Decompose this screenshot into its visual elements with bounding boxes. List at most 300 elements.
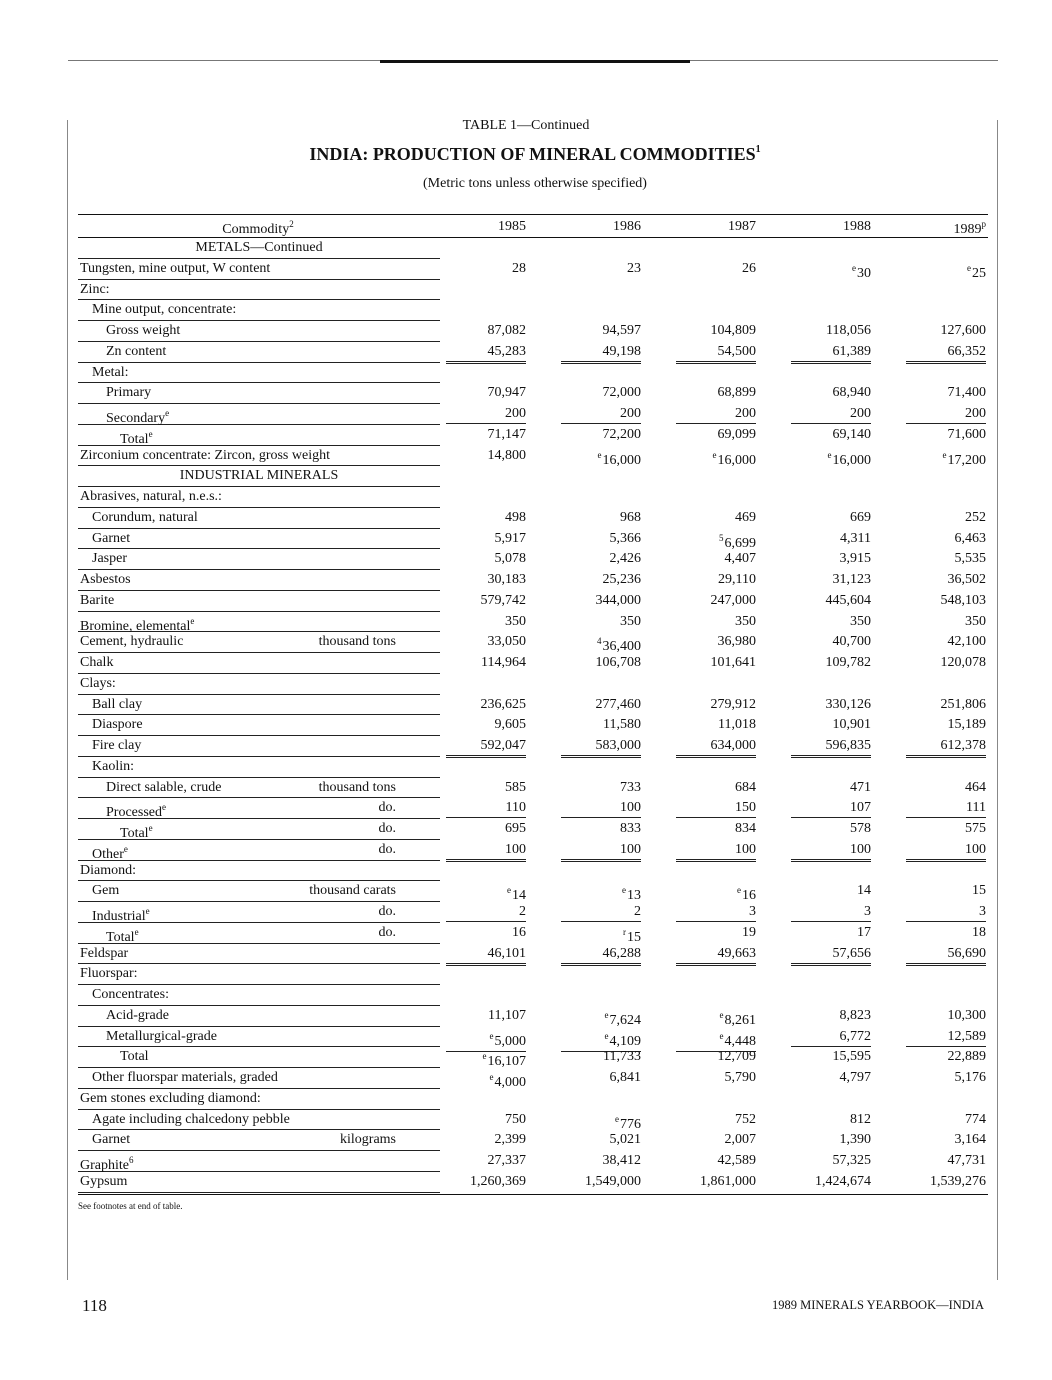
row-label-note: e <box>123 843 128 854</box>
value-text: 100 <box>965 841 986 857</box>
value-note: e <box>489 1030 494 1041</box>
row-value <box>906 944 986 966</box>
row-value <box>446 342 526 364</box>
row-value <box>561 549 641 568</box>
row-value <box>791 1130 871 1149</box>
table-row <box>78 881 988 902</box>
row-label <box>78 466 440 487</box>
table-row <box>78 985 988 1006</box>
value-text: 107 <box>850 800 871 816</box>
row-value <box>906 1027 986 1047</box>
value-text: 114,964 <box>481 655 526 670</box>
row-value <box>676 944 756 966</box>
row-label <box>78 778 440 799</box>
row-value <box>676 1068 756 1087</box>
row-label-text: Other fluorspar materials, graded <box>92 1070 278 1085</box>
row-label <box>78 300 440 321</box>
row-value <box>446 1151 526 1170</box>
row-value <box>906 425 986 444</box>
value-text: 27,337 <box>487 1153 526 1168</box>
row-label <box>78 342 440 363</box>
value-text: 19 <box>742 924 756 940</box>
value-text: 33,050 <box>487 634 526 650</box>
row-label-text: Metallurgical-grade <box>106 1028 217 1044</box>
value-text: 4,311 <box>840 530 871 546</box>
table-bottom-rule <box>78 1194 988 1195</box>
value-text: 968 <box>620 509 641 525</box>
value-text: 16,000 <box>602 452 641 468</box>
row-value <box>676 342 756 364</box>
value-text: 100 <box>620 841 641 857</box>
value-text: 23 <box>627 260 641 276</box>
row-value <box>446 632 526 651</box>
table-row <box>78 757 988 778</box>
row-value <box>561 778 641 797</box>
row-label-text: Garnet <box>92 1132 131 1148</box>
value-text: 100 <box>850 841 871 857</box>
row-label <box>78 985 440 1006</box>
row-label <box>78 549 440 570</box>
row-value <box>446 383 526 402</box>
table-row <box>78 508 988 529</box>
value-text: 71,600 <box>947 426 986 442</box>
table-row <box>78 964 988 985</box>
row-label-text: Clays: <box>80 675 116 691</box>
table-row <box>78 819 988 840</box>
value-text: 4,797 <box>839 1070 871 1085</box>
row-label-note: 6 <box>128 1155 134 1165</box>
value-text: 69,099 <box>717 426 756 442</box>
table-row <box>78 238 988 259</box>
value-text: 42,589 <box>717 1153 756 1168</box>
value-text: 25,236 <box>602 572 641 587</box>
row-label-note: e <box>148 823 153 833</box>
table-row <box>78 923 988 944</box>
value-text: 17 <box>857 924 871 940</box>
row-label-text: Gross weight <box>106 323 181 338</box>
value-text: 61,389 <box>832 343 871 359</box>
value-text: 578 <box>850 821 871 836</box>
left-margin-rule <box>67 120 68 1280</box>
value-text: 46,288 <box>602 945 641 961</box>
row-label-text: Zn content <box>106 343 167 359</box>
row-value <box>561 383 641 402</box>
row-value <box>906 1047 986 1066</box>
table-row <box>78 632 988 653</box>
value-text: 236,625 <box>480 696 526 712</box>
value-text: 2 <box>519 904 526 919</box>
row-value <box>906 1068 986 1087</box>
row-value <box>791 736 871 758</box>
row-value <box>676 923 756 942</box>
row-label-text: Other$^e$ <box>92 843 128 862</box>
row-label <box>78 529 440 550</box>
row-label <box>78 570 440 591</box>
row-value <box>446 1006 526 1025</box>
value-text: 26 <box>742 260 756 276</box>
value-note: e <box>482 1051 487 1062</box>
row-value <box>446 798 526 818</box>
value-note: e <box>615 1113 619 1124</box>
row-label-text: Abrasives, natural, n.e.s.: <box>80 489 222 504</box>
value-text: 5,535 <box>954 551 986 567</box>
row-value <box>676 819 756 838</box>
table-row <box>78 425 988 446</box>
top-accent-bar <box>380 60 690 63</box>
value-text: 350 <box>735 613 756 629</box>
value-text: 2 <box>634 904 641 919</box>
row-label-text: Tungsten, mine output, W content <box>80 260 271 276</box>
value-text: 579,742 <box>480 592 526 608</box>
row-value <box>446 612 526 631</box>
value-text: 9,605 <box>494 717 526 733</box>
row-label-note: e <box>190 615 195 626</box>
value-text: 585 <box>505 779 526 795</box>
value-text: 49,663 <box>717 945 756 961</box>
row-value <box>791 1006 871 1025</box>
row-value <box>791 923 871 942</box>
value-text: 252 <box>965 509 986 525</box>
row-label <box>78 757 440 778</box>
row-label <box>78 695 440 716</box>
row-label-text: Garnet <box>92 530 131 546</box>
value-text: 36,502 <box>947 572 986 587</box>
value-text: 5,790 <box>724 1070 756 1085</box>
value-text: 3,915 <box>839 551 871 567</box>
row-value <box>561 1047 641 1066</box>
row-label <box>78 363 440 384</box>
value-text: 18 <box>972 924 986 940</box>
row-label <box>78 819 440 840</box>
table-row <box>78 944 988 965</box>
row-label-text: Mine output, concentrate: <box>92 302 237 318</box>
row-value <box>561 612 641 631</box>
row-label <box>78 508 440 529</box>
row-label-text: Chalk <box>80 655 114 670</box>
row-value <box>676 425 756 444</box>
row-value <box>906 881 986 900</box>
row-value <box>906 1151 986 1170</box>
row-unit: do. <box>378 821 396 836</box>
value-text: 66,352 <box>947 343 986 359</box>
row-value <box>446 549 526 568</box>
row-label <box>78 944 440 965</box>
value-note: e <box>597 449 602 460</box>
value-text: 72,000 <box>602 385 641 401</box>
row-value <box>561 508 641 527</box>
row-value <box>446 1110 526 1129</box>
row-value <box>561 1130 641 1149</box>
row-value <box>791 612 871 631</box>
table-row <box>78 591 988 612</box>
value-note: e <box>489 1072 494 1082</box>
row-value <box>906 840 986 862</box>
row-value <box>906 383 986 402</box>
row-value <box>791 383 871 402</box>
row-value <box>906 1130 986 1149</box>
row-label <box>78 840 440 861</box>
value-note: e <box>507 885 511 896</box>
value-text: 6,463 <box>954 530 986 546</box>
value-text: 72,200 <box>602 426 641 442</box>
header-year <box>613 219 641 235</box>
value-text: 350 <box>620 613 641 629</box>
row-value <box>906 902 986 922</box>
value-note: e <box>604 1009 609 1020</box>
value-text: 30,183 <box>487 572 526 587</box>
value-text: 12,709 <box>717 1049 756 1065</box>
value-text: 111 <box>966 800 986 816</box>
header-year-text: 1986 <box>613 219 641 234</box>
row-label <box>78 404 440 425</box>
row-label <box>78 591 440 612</box>
value-text: 10,901 <box>832 717 871 733</box>
value-text: 45,283 <box>487 343 526 359</box>
table-row <box>78 1089 988 1110</box>
table-row <box>78 1130 988 1151</box>
row-label <box>78 383 440 404</box>
header-commodity-note: 2 <box>289 219 294 229</box>
value-text: 350 <box>965 613 986 629</box>
row-label-text: Total <box>120 1049 149 1065</box>
row-label <box>78 902 440 923</box>
row-value <box>791 798 871 818</box>
value-text: 6,772 <box>839 1028 871 1044</box>
row-label <box>78 736 440 757</box>
row-label <box>78 446 440 467</box>
value-text: 4,407 <box>724 551 756 567</box>
table-row <box>78 840 988 861</box>
value-text: 612,378 <box>940 738 986 753</box>
value-text: 592,047 <box>480 738 526 753</box>
table-row <box>78 549 988 570</box>
table-row <box>78 1110 988 1131</box>
value-text: 15,189 <box>947 717 986 733</box>
row-value <box>791 508 871 527</box>
row-label-text: Diamond: <box>80 862 136 878</box>
row-value <box>906 529 986 548</box>
row-value <box>791 1047 871 1066</box>
row-value <box>676 591 756 610</box>
value-text: 16 <box>512 924 526 940</box>
table-row <box>78 1027 988 1048</box>
table-row <box>78 674 988 695</box>
value-text: 28 <box>512 260 526 276</box>
row-value <box>791 778 871 797</box>
value-text: 38,412 <box>602 1153 641 1168</box>
value-text: 2,007 <box>724 1132 756 1148</box>
row-label-note: e <box>148 428 153 439</box>
table-row <box>78 446 988 467</box>
value-text: 3 <box>864 904 871 919</box>
row-value <box>906 1172 986 1191</box>
row-value <box>676 1110 756 1129</box>
row-label-text: Metal: <box>92 364 129 380</box>
row-label-text: Zinc: <box>80 281 110 297</box>
value-text: 12,589 <box>947 1028 986 1044</box>
value-text: 100 <box>620 800 641 816</box>
row-label <box>78 425 440 446</box>
row-value <box>561 321 641 340</box>
value-text: 583,000 <box>595 738 641 753</box>
value-text: 3 <box>979 904 986 919</box>
page-number: 118 <box>82 1296 107 1315</box>
value-text: 100 <box>735 841 756 857</box>
table-row <box>78 280 988 301</box>
value-text: 31,123 <box>832 572 871 587</box>
row-label <box>78 1006 440 1027</box>
value-text: 15,595 <box>832 1049 871 1065</box>
table-row <box>78 612 988 633</box>
value-text: 40,700 <box>832 634 871 650</box>
value-text: 47,731 <box>947 1153 986 1168</box>
value-text: 200 <box>735 406 756 421</box>
row-label-text: Agate including chalcedony pebble <box>92 1111 290 1127</box>
value-text: 16,000 <box>717 452 756 468</box>
row-label <box>78 923 440 944</box>
row-value <box>676 902 756 922</box>
row-label-text: Asbestos <box>80 572 131 587</box>
table-caption: TABLE 1—Continued <box>462 118 590 133</box>
row-value <box>676 570 756 589</box>
table-row <box>78 902 988 923</box>
table-row <box>78 1006 988 1027</box>
value-text: 350 <box>850 613 871 629</box>
value-text: 42,100 <box>947 634 986 650</box>
row-label <box>78 259 440 280</box>
value-text: 251,806 <box>940 696 986 712</box>
value-text: 11,107 <box>488 1007 526 1023</box>
table-row <box>78 798 988 819</box>
value-text: 350 <box>505 613 526 629</box>
row-label-text: Corundum, natural <box>92 509 198 525</box>
value-text: 1,539,276 <box>930 1173 986 1189</box>
header-year-text: 1987 <box>728 219 756 234</box>
value-text: 16,000 <box>832 452 871 468</box>
row-label <box>78 653 440 674</box>
value-text: 695 <box>505 821 526 836</box>
value-text: 71,400 <box>947 385 986 401</box>
row-label <box>78 632 440 653</box>
value-text: 247,000 <box>710 592 756 608</box>
value-text: 70,947 <box>487 385 526 401</box>
row-label-text: Acid-grade <box>106 1007 169 1023</box>
row-value <box>791 404 871 424</box>
row-value <box>791 715 871 734</box>
value-text: 57,656 <box>832 945 871 961</box>
row-value <box>906 819 986 838</box>
value-note: 4 <box>597 636 602 647</box>
row-value <box>791 342 871 364</box>
table-row <box>78 653 988 674</box>
value-text: 16 <box>742 888 756 904</box>
row-label-text: Secondary$^e$ <box>106 408 170 426</box>
table-row <box>78 1151 988 1172</box>
row-label <box>78 674 440 695</box>
row-value <box>561 1172 641 1191</box>
row-label <box>78 1172 440 1193</box>
value-text: 330,126 <box>825 696 871 712</box>
value-text: 57,325 <box>832 1153 871 1168</box>
value-text: 445,604 <box>825 592 871 608</box>
header-year <box>954 219 987 238</box>
value-text: 1,549,000 <box>585 1173 641 1189</box>
row-value <box>676 840 756 862</box>
row-value <box>446 259 526 278</box>
row-label <box>78 238 440 259</box>
value-text: 101,641 <box>710 655 756 670</box>
value-note: e <box>942 449 947 460</box>
row-value <box>561 944 641 966</box>
row-unit: do. <box>378 904 396 919</box>
row-value <box>676 1130 756 1149</box>
row-unit: do. <box>378 924 396 940</box>
table-row <box>78 259 988 280</box>
value-text: 750 <box>505 1111 526 1127</box>
value-text: 752 <box>735 1111 756 1127</box>
row-label-note: e <box>165 408 170 418</box>
row-label-text: Industrial$^e$ <box>92 906 150 924</box>
header-year-note: p <box>981 219 986 229</box>
value-text: 14 <box>512 888 526 904</box>
row-label-text: Gem stones excluding diamond: <box>80 1090 261 1106</box>
value-text: 11,580 <box>603 717 641 733</box>
value-text: 812 <box>850 1111 871 1127</box>
value-text: 36,400 <box>602 639 641 655</box>
row-value <box>791 549 871 568</box>
table-row <box>78 778 988 799</box>
row-unit: kilograms <box>340 1132 396 1148</box>
table-title <box>0 144 1052 165</box>
value-text: 14,800 <box>487 447 526 463</box>
value-text: 13 <box>627 888 641 904</box>
row-value <box>791 321 871 340</box>
row-value <box>561 404 641 424</box>
value-text: 22,889 <box>947 1049 986 1065</box>
value-text: 1,861,000 <box>700 1173 756 1189</box>
row-unit: thousand tons <box>318 779 396 795</box>
header-commodity <box>78 219 438 238</box>
row-label-text: METALS—Continued <box>195 240 323 255</box>
row-value <box>446 1172 526 1191</box>
value-text: 120,078 <box>940 655 986 670</box>
right-margin-rule <box>997 120 998 1280</box>
value-text: 200 <box>965 406 986 421</box>
row-value <box>676 695 756 714</box>
row-value <box>906 1006 986 1025</box>
row-value <box>446 715 526 734</box>
row-value <box>906 570 986 589</box>
row-value <box>446 923 526 942</box>
row-value <box>446 404 526 424</box>
title-footnote-mark: 1 <box>755 144 761 155</box>
value-note: e <box>719 1030 724 1041</box>
row-value <box>561 1151 641 1170</box>
row-label-text: Primary <box>106 385 152 401</box>
row-label-text: Kaolin: <box>92 758 134 774</box>
value-text: 150 <box>735 800 756 816</box>
row-value <box>446 653 526 672</box>
row-value <box>791 529 871 548</box>
row-value <box>906 798 986 818</box>
header-year-text: 1988 <box>843 219 871 234</box>
value-text: 1,390 <box>839 1132 871 1148</box>
row-value <box>906 632 986 651</box>
row-label-text: Processed$^e$ <box>106 802 166 821</box>
row-value <box>676 715 756 734</box>
row-value <box>791 425 871 444</box>
row-value <box>676 778 756 797</box>
